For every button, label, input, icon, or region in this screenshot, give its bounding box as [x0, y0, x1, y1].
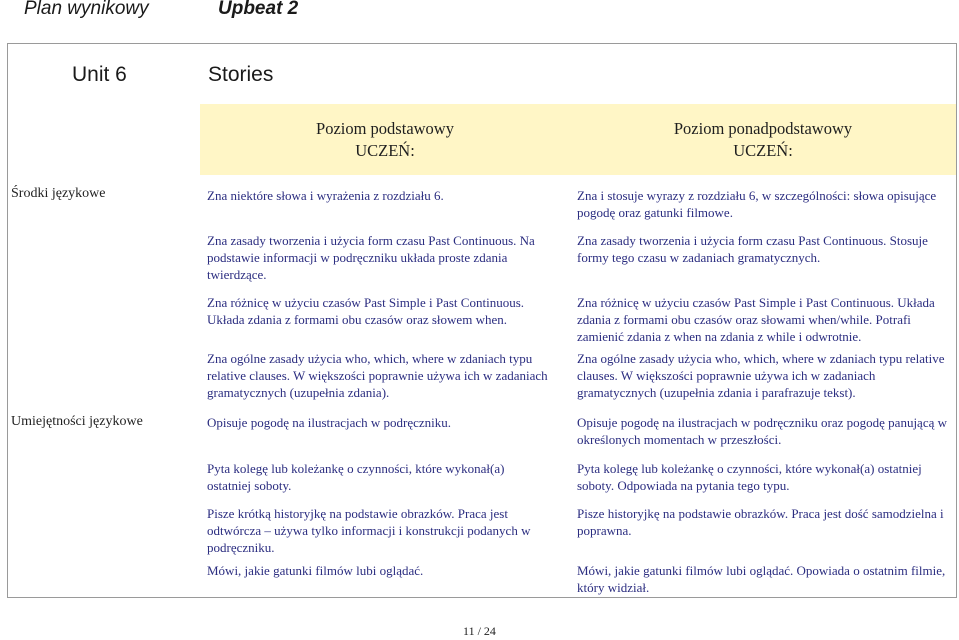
- advanced-item: Zna ogólne zasady użycia who, which, where w zdaniach typu relative clauses. W większości poprawnie używa ich w zadaniach gramatycznych (uzupełnia zdania i parafrazuje tekst).: [577, 351, 945, 400]
- category-language-skills: Umiejętności językowe: [11, 414, 143, 429]
- basic-item: Zna zasady tworzenia i użycia form czasu Past Continuous. Na podstawie informacji w podręczniku układa proste zdania twierdzące.: [207, 233, 535, 282]
- basic-item: Mówi, jakie gatunki filmów lubi oglądać.: [207, 563, 424, 578]
- unit-header: [8, 44, 956, 104]
- basic-item: Pyta kolegę lub koleżankę o czynności, które wykonał(a) ostatniej soboty.: [207, 461, 505, 493]
- basic-item: Opisuje pogodę na ilustracjach w podręczniku.: [207, 415, 452, 430]
- advanced-item: Zna różnicę w użyciu czasów Past Simple i Past Continuous. Układa zdania z formami obu czasów oraz słowami when/while. Potrafi zamienić zdania z when na zdania z while i odwrotnie.: [577, 295, 935, 344]
- course-title: Upbeat 2: [218, 0, 299, 19]
- level-advanced-name: Poziom ponadpodstawowy: [673, 119, 853, 138]
- advanced-item: Opisuje pogodę na ilustracjach w podręczniku oraz pogodę panującą w określonych momentach w przeszłości.: [577, 415, 948, 447]
- page-number: 11 / 24: [463, 624, 496, 638]
- basic-item: Zna niektóre słowa i wyrażenia z rozdziału 6.: [207, 188, 444, 203]
- advanced-item: Zna zasady tworzenia i użycia form czasu Past Continuous. Stosuje formy tego czasu w zadaniach gramatycznych.: [577, 233, 928, 265]
- advanced-item: Mówi, jakie gatunki filmów lubi oglądać. Opowiada o ostatnim filmie, który widział.: [577, 563, 946, 595]
- unit-number: Unit 6: [72, 63, 127, 86]
- level-header-row: [200, 104, 956, 175]
- level-advanced-header: [570, 118, 956, 162]
- level-basic-header: [200, 118, 570, 162]
- level-basic-sub: UCZEŃ:: [355, 141, 415, 160]
- basic-item: Pisze krótką historyjkę na podstawie obrazków. Praca jest odtwórcza – używa tylko informacji i konstrukcji podanych w podręczniku.: [207, 506, 531, 555]
- plan-title: Plan wynikowy: [24, 0, 149, 19]
- basic-item: Zna różnicę w użyciu czasów Past Simple i Past Continuous. Układa zdania z formami obu czasów oraz słowem when.: [207, 295, 525, 327]
- level-advanced-sub: UCZEŃ:: [733, 141, 793, 160]
- advanced-item: Pisze historyjkę na podstawie obrazków. Praca jest dość samodzielna i poprawna.: [577, 506, 944, 538]
- advanced-item: Pyta kolegę lub koleżankę o czynności, które wykonał(a) ostatniej soboty. Odpowiada na pytania tego typu.: [577, 461, 922, 493]
- level-basic-name: Poziom podstawowy: [316, 119, 454, 138]
- category-language-means: Środki językowe: [11, 186, 106, 201]
- advanced-item: Zna i stosuje wyrazy z rozdziału 6, w szczególności: słowa opisujące pogodę oraz gatunki filmowe.: [577, 188, 937, 220]
- unit-title: Stories: [208, 63, 274, 86]
- basic-item: Zna ogólne zasady użycia who, which, where w zdaniach typu relative clauses. W większości poprawnie używa ich w zadaniach gramatycznych (uzupełnia zdania).: [207, 351, 548, 400]
